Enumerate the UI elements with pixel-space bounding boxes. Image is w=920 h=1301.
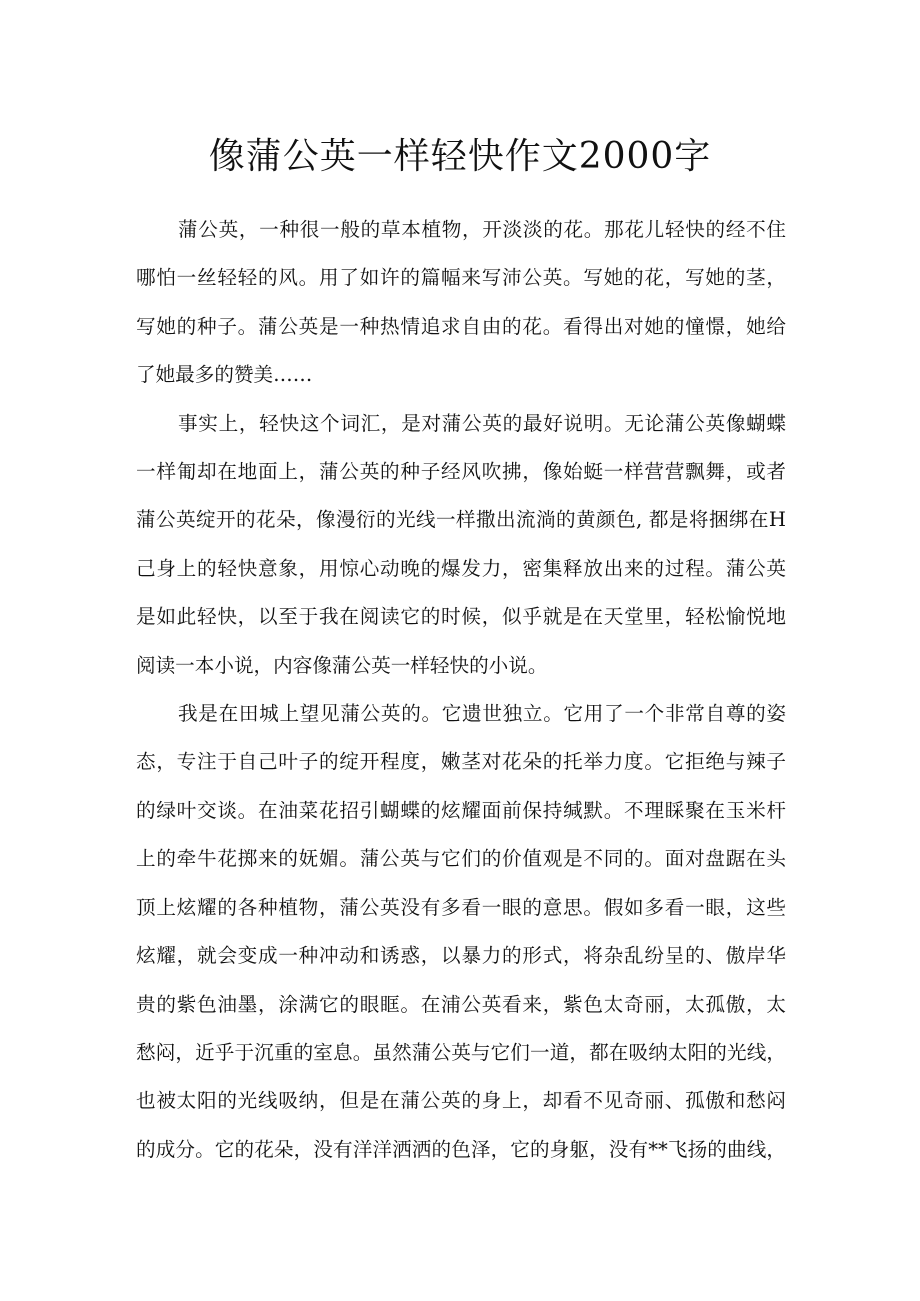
- text-line: 炫耀，就会变成一种冲动和诱惑，以暴力的形式，将杂乱纷呈的、傲岸华: [136, 944, 786, 968]
- text-line: 蒲公英绽开的花朵，像漫衍的光线一样撒出流淌的黄颜色, 都是将捆绑在H: [136, 508, 786, 532]
- text-line: 也被太阳的光线吸纳，但是在蒲公英的身上，却看不见奇丽、孤傲和愁闷: [136, 1089, 786, 1113]
- text-line: 愁闷，近乎于沉重的室息。虽然蒲公英与它们一道，都在吸纳太阳的光线，: [136, 1040, 786, 1064]
- text-line: 态，专注于自己叶子的绽开程度，嫩茎对花朵的托举力度。它拒绝与辣子: [136, 750, 786, 774]
- text-line: 的绿叶交谈。在油菜花招引蝴蝶的炫耀面前保持缄默。不理睬聚在玉米杆: [136, 798, 786, 822]
- text-line: 的成分。它的花朵，没有洋洋洒洒的色泽，它的身躯，没有**飞扬的曲线，: [136, 1137, 786, 1161]
- paragraph-2: [136, 400, 786, 690]
- paragraph-1: [136, 206, 786, 400]
- text-line: 写她的种子。蒲公英是一种热情追求自由的花。看得出对她的憧憬，她给: [136, 314, 786, 338]
- text-line: 我是在田城上望见蒲公英的。它遗世独立。它用了一个非常自尊的姿: [178, 702, 786, 726]
- text-line: 上的牵牛花掷来的妩媚。蒲公英与它们的价值观是不同的。面对盘踞在头: [136, 847, 786, 871]
- article-body: [136, 206, 786, 1174]
- text-line: 一样匍却在地面上，蒲公英的种子经风吹拂，像始蜓一样营营飘舞，或者: [136, 460, 786, 484]
- text-line: 阅读一本小说，内容像蒲公英一样轻快的小说。: [136, 653, 548, 677]
- paragraph-3: [136, 690, 786, 1174]
- text-line: 贵的紫色油墨，涂满它的眼眶。在浦公英看来，紫色太奇丽，太孤傲，太: [136, 992, 786, 1016]
- text-line: 蒲公英，一种很一般的草本植物，开淡淡的花。那花儿轻快的经不住: [178, 218, 786, 241]
- text-line: 了她最多的赞美……: [136, 363, 313, 387]
- text-line: 哪怕一丝轻轻的风。用了如许的篇幅来写沛公英。写她的花，写她的茎，: [136, 266, 786, 290]
- text-line: 己身上的轻快意象，用惊心动晚的爆发力，密集释放出来的过程。蒲公英: [136, 556, 786, 580]
- text-line: 事实上，轻快这个词汇，是对蒲公英的最好说明。无论蒲公英像蝴蝶: [178, 411, 786, 435]
- text-line: 顶上炫耀的各种植物，蒲公英没有多看一眼的意思。假如多看一眼，这些: [136, 895, 786, 919]
- page-title: 像蒲公英一样轻快作文2000字: [208, 136, 712, 177]
- text-line: 是如此轻快，以至于我在阅读它的时候，似乎就是在天堂里，轻松愉悦地: [136, 605, 786, 629]
